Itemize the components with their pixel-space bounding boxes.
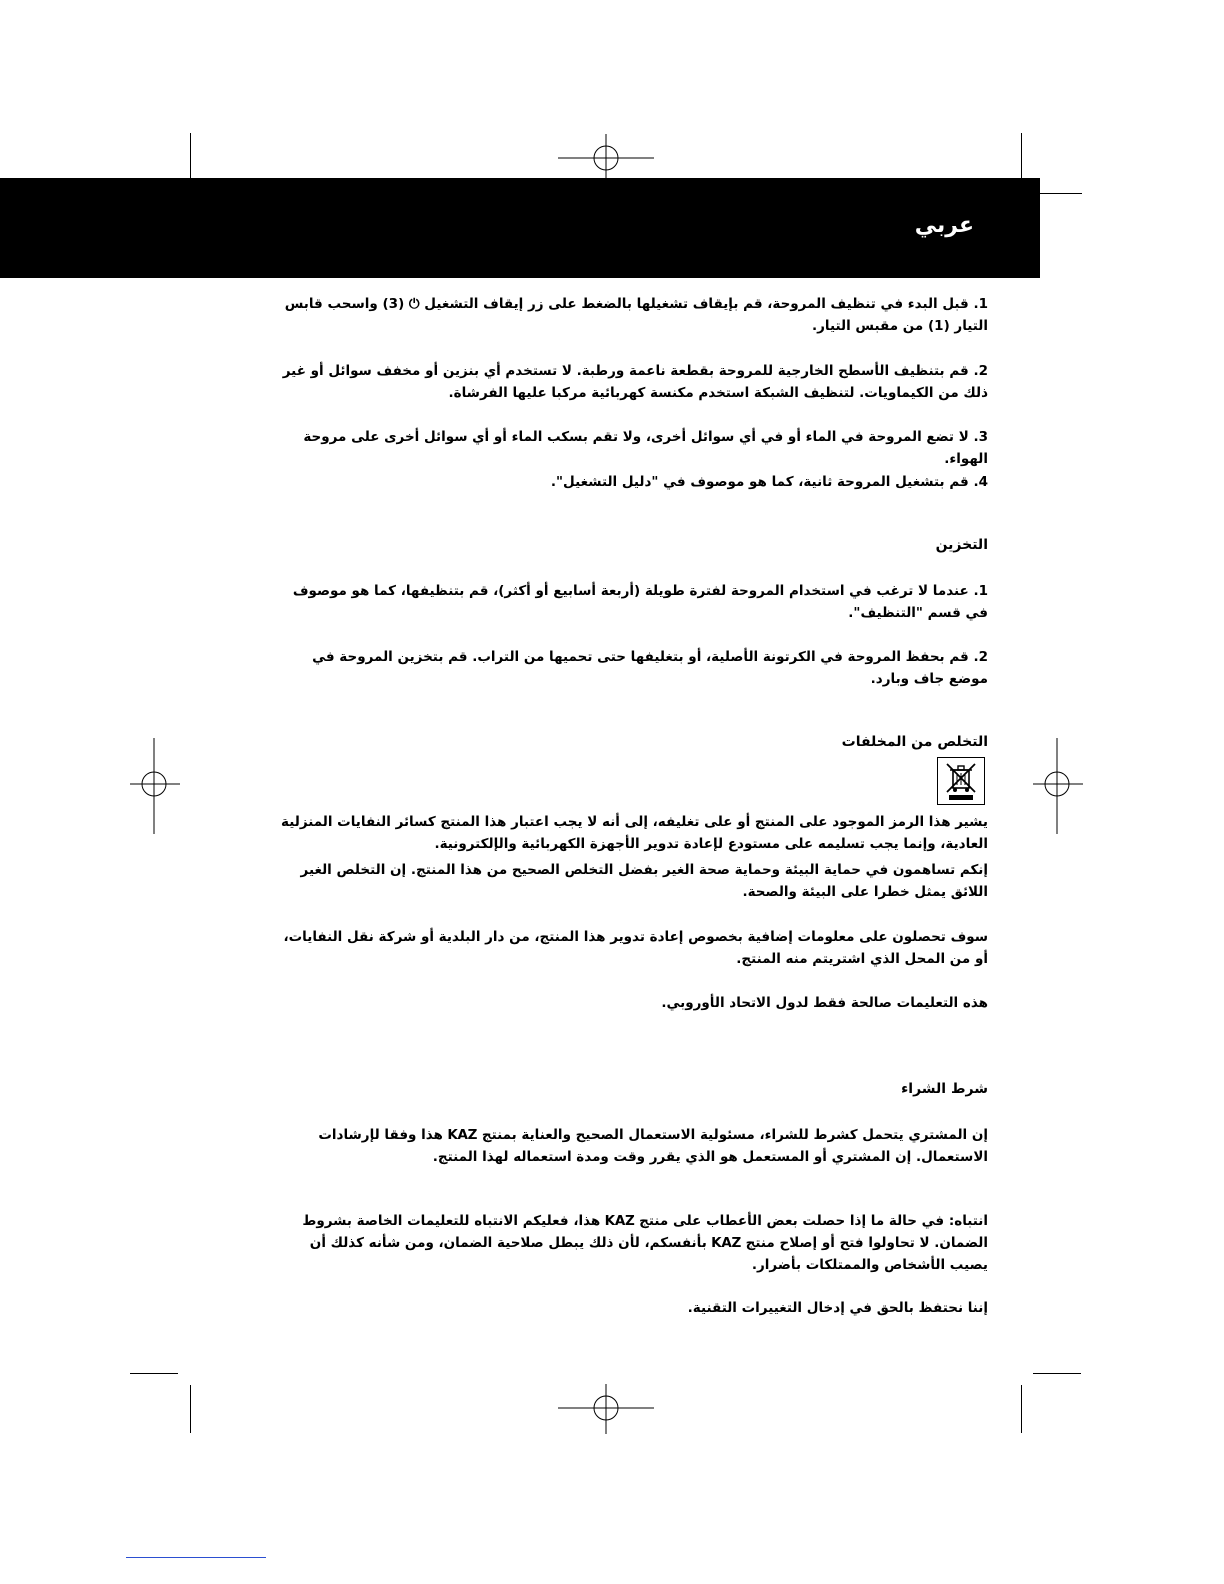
disposal-paragraph-1: يشير هذا الرمز الموجود على المنتج أو على تغليفه، إلى أنه لا يجب اعتبار هذا المنتج كسائر النفايات المنزلية العادية، وإنما يجب تسليمه على مستودع لإعادة تدوير الأجهزة الكهربائية والإلكترونية. [281,814,988,852]
cleaning-step-1: 1. قبل البدء في تنظيف المروحة، قم بإيقاف تشغيلها بالضغط على زر إيقاف التشغيل ⏻ (3) واسحب قابس التيار (1) من مقبس التيار. [284,296,988,334]
cleaning-step-3: 3. لا تضع المروحة في الماء أو في أي سوائل أخرى، ولا تقم بسكب الماء أو أي سوائل أخرى على مروحة الهواء. [303,429,988,467]
crop-mark [1021,1385,1022,1433]
purchase-paragraph-2: انتباه: في حالة ما إذا حصلت بعض الأعطاب على منتج KAZ هذا، فعليكم الانتباه للتعليمات الخاصة بشروط الضمان. لا تحاولوا فتح أو إصلاح منتج KAZ بأنفسكم، لأن ذلك يبطل صلاحية الضمان، ومن شأنه كذلك أن يصيب الأشخاص والممتلكات بأضرار. [302,1213,988,1273]
crop-mark [1033,1373,1081,1374]
header-band [0,178,1040,278]
purchase-paragraph-1: إن المشتري يتحمل كشرط للشراء، مسئولية الاستعمال الصحيح والعناية بمنتج KAZ هذا وفقا لإرشادات الاستعمال. إن المشتري أو المستعمل هو الذي يقرر وقت ومدة استعماله لهذا المنتج. [318,1127,988,1165]
disposal-paragraph-3: سوف تحصلون على معلومات إضافية بخصوص إعادة تدوير هذا المنتج، من دار البلدية أو شركة نقل النفايات، أو من المحل الذي اشتريتم منه المنتج. [283,929,988,967]
cleaning-step-4: 4. قم بتشغيل المروحة ثانية، كما هو موصوف في "دليل التشغيل". [550,474,988,490]
bottom-rule [126,1557,266,1558]
storage-heading: التخزين [935,537,988,553]
purchase-heading: شرط الشراء [901,1081,988,1097]
crop-mark [1021,133,1022,178]
registration-mark-icon [130,738,180,834]
crop-mark [1040,193,1082,194]
storage-step-2: 2. قم بحفظ المروحة في الكرتونة الأصلية، أو بتغليفها حتى تحميها من التراب. قم بتخزين المروحة في موضع جاف وبارد. [312,649,988,687]
disposal-paragraph-4: هذه التعليمات صالحة فقط لدول الاتحاد الأوروبي. [661,995,988,1011]
registration-mark-icon [1033,738,1083,834]
crop-mark [190,133,191,178]
cleaning-step-2: 2. قم بتنظيف الأسطح الخارجية للمروحة بقطعة ناعمة ورطبة. لا تستخدم أي بنزين أو مخفف سوائل أو غير ذلك من الكيماويات. لتنظيف الشبكة استخدم مكنسة كهربائية مركبا عليها الفرشاة. [282,363,988,401]
crop-mark [190,1385,191,1433]
disposal-heading: التخلص من المخلفات [841,734,988,750]
storage-step-1: 1. عندما لا ترغب في استخدام المروحة لفترة طويلة (أربعة أسابيع أو أكثر)، قم بتنظيفها، كما هو موصوف في قسم "التنظيف". [292,583,988,621]
language-title: عربي [914,213,974,238]
crop-mark [130,1373,178,1374]
registration-mark-icon [558,134,654,184]
disposal-paragraph-2: إنكم تساهمون في حماية البيئة وحماية صحة الغير بفضل التخلص الصحيح من هذا المنتج. إن التخلص الغير اللائق يمثل خطرا على البيئة والصحة. [300,862,988,900]
registration-mark-icon [558,1384,654,1434]
purchase-paragraph-3: إننا نحتفظ بالحق في إدخال التغييرات التقنية. [687,1300,988,1316]
weee-crossed-bin-icon [937,757,985,805]
